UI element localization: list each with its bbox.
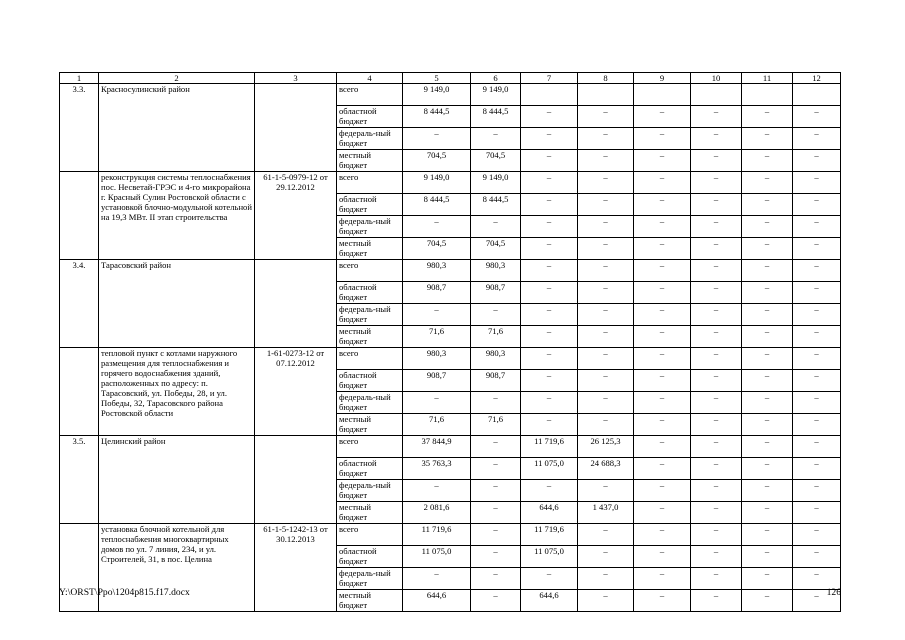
amount-cell: – — [471, 590, 521, 612]
amount-cell: – — [403, 568, 471, 590]
amount-cell — [521, 84, 578, 106]
amount-cell: – — [578, 304, 634, 326]
amount-cell: 71,6 — [471, 414, 521, 436]
amount-cell: 11 719,6 — [403, 524, 471, 546]
amount-cell: – — [471, 436, 521, 458]
funding-source: областной бюджет — [337, 282, 403, 304]
amount-cell: – — [578, 370, 634, 392]
amount-cell: – — [521, 392, 578, 414]
amount-cell: 980,3 — [403, 260, 471, 282]
document-number — [255, 260, 337, 348]
amount-cell: – — [578, 524, 634, 546]
funding-source: местный бюджет — [337, 590, 403, 612]
amount-cell: – — [793, 392, 841, 414]
amount-cell: – — [521, 260, 578, 282]
amount-cell: – — [578, 392, 634, 414]
amount-cell: – — [793, 480, 841, 502]
amount-cell: – — [742, 414, 793, 436]
amount-cell: – — [634, 370, 691, 392]
amount-cell: – — [793, 524, 841, 546]
funding-source: местный бюджет — [337, 414, 403, 436]
amount-cell: – — [578, 414, 634, 436]
amount-cell: – — [634, 304, 691, 326]
amount-cell: – — [691, 480, 742, 502]
amount-cell: 644,6 — [521, 590, 578, 612]
amount-cell: – — [691, 370, 742, 392]
document-number: 61-1-5-1242-13 от 30.12.2013 — [255, 524, 337, 612]
amount-cell: 908,7 — [403, 282, 471, 304]
amount-cell: – — [742, 216, 793, 238]
amount-cell: – — [634, 172, 691, 194]
amount-cell: – — [471, 480, 521, 502]
amount-cell: 8 444,5 — [403, 106, 471, 128]
amount-cell: 980,3 — [403, 348, 471, 370]
funding-source: всего — [337, 260, 403, 282]
column-number: 6 — [471, 73, 521, 84]
amount-cell: – — [742, 150, 793, 172]
amount-cell: – — [471, 546, 521, 568]
object-name: установка блочной котельной для теплоснабжения многоквартирных домов по ул. 7 линия, 234, и ул. Строителей, 31, в пос. Целина — [99, 524, 255, 612]
table-row — [60, 172, 841, 194]
amount-cell: – — [691, 106, 742, 128]
amount-cell: – — [742, 480, 793, 502]
amount-cell: – — [471, 128, 521, 150]
funding-source: всего — [337, 524, 403, 546]
amount-cell: – — [742, 282, 793, 304]
amount-cell: – — [578, 106, 634, 128]
amount-cell: 2 081,6 — [403, 502, 471, 524]
funding-source: местный бюджет — [337, 326, 403, 348]
amount-cell: – — [691, 502, 742, 524]
document-number: 61-1-5-0979-12 от 29.12.2012 — [255, 172, 337, 260]
amount-cell: – — [634, 194, 691, 216]
amount-cell: 704,5 — [471, 238, 521, 260]
file-path: Y:\ORST\Ppo\1204p815.f17.docx — [59, 587, 190, 598]
amount-cell: – — [793, 238, 841, 260]
amount-cell: – — [521, 326, 578, 348]
amount-cell: – — [578, 172, 634, 194]
amount-cell: – — [793, 194, 841, 216]
amount-cell: – — [634, 392, 691, 414]
object-name: реконструкция системы теплоснабжения пос. Несветай-ГРЭС и 4-го микрорайона г. Красный Сулин Ростовской области с установкой блочно-модульной котельной на 19,3 МВт. II этап строительства — [99, 172, 255, 260]
amount-cell: – — [403, 480, 471, 502]
column-number: 2 — [99, 73, 255, 84]
amount-cell: – — [521, 238, 578, 260]
amount-cell: – — [403, 128, 471, 150]
amount-cell: – — [578, 326, 634, 348]
amount-cell: – — [634, 590, 691, 612]
document-number: 1-61-0273-12 от 07.12.2012 — [255, 348, 337, 436]
amount-cell — [793, 84, 841, 106]
amount-cell: – — [634, 436, 691, 458]
amount-cell — [578, 84, 634, 106]
column-number: 9 — [634, 73, 691, 84]
amount-cell: – — [742, 370, 793, 392]
amount-cell: 26 125,3 — [578, 436, 634, 458]
amount-cell: – — [471, 216, 521, 238]
amount-cell: 908,7 — [403, 370, 471, 392]
funding-source: федераль-ный бюджет — [337, 480, 403, 502]
item-number: 3.4. — [60, 260, 99, 348]
amount-cell: – — [793, 546, 841, 568]
funding-source: всего — [337, 84, 403, 106]
funding-source: всего — [337, 348, 403, 370]
amount-cell: 9 149,0 — [403, 172, 471, 194]
amount-cell: 704,5 — [471, 150, 521, 172]
amount-cell: – — [793, 348, 841, 370]
amount-cell: – — [742, 392, 793, 414]
amount-cell: – — [521, 150, 578, 172]
amount-cell: – — [634, 150, 691, 172]
funding-source: всего — [337, 436, 403, 458]
funding-source: федераль-ный бюджет — [337, 392, 403, 414]
amount-cell: – — [793, 282, 841, 304]
funding-source: федераль-ный бюджет — [337, 304, 403, 326]
column-number: 8 — [578, 73, 634, 84]
amount-cell: – — [403, 216, 471, 238]
amount-cell: 9 149,0 — [471, 84, 521, 106]
amount-cell: – — [634, 260, 691, 282]
amount-cell: – — [578, 260, 634, 282]
budget-table — [59, 72, 841, 612]
amount-cell: 37 844,9 — [403, 436, 471, 458]
funding-source: местный бюджет — [337, 238, 403, 260]
amount-cell: – — [691, 568, 742, 590]
amount-cell: – — [403, 392, 471, 414]
amount-cell: – — [742, 128, 793, 150]
amount-cell: 8 444,5 — [471, 194, 521, 216]
amount-cell: – — [742, 238, 793, 260]
amount-cell: – — [793, 414, 841, 436]
amount-cell: 71,6 — [403, 414, 471, 436]
amount-cell: 908,7 — [471, 282, 521, 304]
table-row — [60, 260, 841, 282]
object-name: тепловой пункт с котлами наружного размещения для теплоснабжения и горячего водоснабжения зданий, расположенных по адресу: п. Тарасовский, ул. Победы, 28, и ул. Победы, 32, Тарасовского района Ростовской области — [99, 348, 255, 436]
object-name: Целинский район — [99, 436, 255, 524]
amount-cell: – — [521, 194, 578, 216]
amount-cell: – — [578, 590, 634, 612]
amount-cell: – — [634, 348, 691, 370]
column-number: 7 — [521, 73, 578, 84]
column-number: 10 — [691, 73, 742, 84]
amount-cell: – — [634, 326, 691, 348]
amount-cell: – — [742, 304, 793, 326]
amount-cell: – — [521, 568, 578, 590]
amount-cell: – — [471, 524, 521, 546]
amount-cell: – — [634, 502, 691, 524]
amount-cell: – — [578, 150, 634, 172]
amount-cell: – — [742, 524, 793, 546]
amount-cell: – — [521, 370, 578, 392]
amount-cell: – — [793, 216, 841, 238]
amount-cell: – — [578, 238, 634, 260]
object-name: Красносулинский район — [99, 84, 255, 172]
amount-cell: – — [634, 458, 691, 480]
amount-cell: – — [793, 106, 841, 128]
amount-cell: – — [578, 568, 634, 590]
amount-cell: 11 075,0 — [521, 546, 578, 568]
amount-cell: – — [742, 348, 793, 370]
funding-source: федераль-ный бюджет — [337, 568, 403, 590]
amount-cell: – — [471, 458, 521, 480]
amount-cell: – — [793, 590, 841, 612]
amount-cell: – — [691, 436, 742, 458]
amount-cell: 980,3 — [471, 348, 521, 370]
amount-cell: 24 688,3 — [578, 458, 634, 480]
amount-cell: – — [634, 106, 691, 128]
amount-cell: 704,5 — [403, 150, 471, 172]
amount-cell: – — [691, 590, 742, 612]
amount-cell: 8 444,5 — [403, 194, 471, 216]
amount-cell: – — [691, 348, 742, 370]
column-number: 4 — [337, 73, 403, 84]
column-number-row — [60, 73, 841, 84]
amount-cell: – — [742, 260, 793, 282]
table-row — [60, 348, 841, 370]
amount-cell: – — [742, 106, 793, 128]
amount-cell: – — [691, 326, 742, 348]
amount-cell: – — [793, 458, 841, 480]
amount-cell: – — [793, 150, 841, 172]
amount-cell: 71,6 — [403, 326, 471, 348]
funding-source: местный бюджет — [337, 150, 403, 172]
amount-cell: – — [471, 392, 521, 414]
funding-source: областной бюджет — [337, 194, 403, 216]
funding-source: областной бюджет — [337, 546, 403, 568]
amount-cell: – — [578, 216, 634, 238]
amount-cell: – — [691, 458, 742, 480]
table-row — [60, 436, 841, 458]
funding-source: областной бюджет — [337, 458, 403, 480]
item-number: 3.3. — [60, 84, 99, 172]
amount-cell — [742, 84, 793, 106]
amount-cell: – — [634, 568, 691, 590]
amount-cell: – — [742, 590, 793, 612]
amount-cell: 704,5 — [403, 238, 471, 260]
amount-cell: 11 075,0 — [521, 458, 578, 480]
amount-cell: – — [793, 260, 841, 282]
amount-cell: – — [691, 128, 742, 150]
amount-cell: – — [691, 282, 742, 304]
amount-cell: – — [793, 326, 841, 348]
document-number — [255, 436, 337, 524]
amount-cell — [634, 84, 691, 106]
amount-cell: – — [578, 128, 634, 150]
amount-cell: – — [578, 282, 634, 304]
amount-cell: 11 075,0 — [403, 546, 471, 568]
amount-cell: – — [691, 392, 742, 414]
amount-cell: – — [578, 194, 634, 216]
amount-cell: – — [691, 194, 742, 216]
item-number: 3.5. — [60, 436, 99, 524]
amount-cell: – — [634, 238, 691, 260]
amount-cell: – — [634, 414, 691, 436]
amount-cell: – — [471, 502, 521, 524]
amount-cell: 644,6 — [521, 502, 578, 524]
column-number: 3 — [255, 73, 337, 84]
object-name: Тарасовский район — [99, 260, 255, 348]
amount-cell: – — [742, 568, 793, 590]
amount-cell — [691, 84, 742, 106]
funding-source: областной бюджет — [337, 370, 403, 392]
amount-cell: – — [521, 480, 578, 502]
amount-cell: – — [521, 282, 578, 304]
funding-source: областной бюджет — [337, 106, 403, 128]
amount-cell: – — [403, 304, 471, 326]
item-number — [60, 524, 99, 612]
amount-cell: – — [691, 304, 742, 326]
amount-cell: 8 444,5 — [471, 106, 521, 128]
item-number — [60, 348, 99, 436]
amount-cell: – — [578, 480, 634, 502]
column-number: 11 — [742, 73, 793, 84]
amount-cell: – — [634, 546, 691, 568]
funding-source: федераль-ный бюджет — [337, 216, 403, 238]
amount-cell: – — [634, 216, 691, 238]
amount-cell: – — [578, 348, 634, 370]
amount-cell: – — [742, 326, 793, 348]
amount-cell: – — [793, 370, 841, 392]
amount-cell: 9 149,0 — [403, 84, 471, 106]
amount-cell: – — [634, 480, 691, 502]
amount-cell: – — [742, 502, 793, 524]
document-number — [255, 84, 337, 172]
amount-cell: – — [691, 238, 742, 260]
amount-cell: – — [691, 524, 742, 546]
table-body — [60, 84, 841, 612]
amount-cell: 644,6 — [403, 590, 471, 612]
amount-cell: – — [521, 304, 578, 326]
amount-cell: – — [521, 106, 578, 128]
amount-cell: – — [471, 568, 521, 590]
amount-cell: – — [742, 172, 793, 194]
amount-cell: – — [691, 546, 742, 568]
column-number: 12 — [793, 73, 841, 84]
amount-cell: – — [793, 436, 841, 458]
amount-cell: – — [793, 568, 841, 590]
amount-cell: 71,6 — [471, 326, 521, 348]
amount-cell: – — [634, 524, 691, 546]
amount-cell: – — [521, 216, 578, 238]
amount-cell: – — [634, 128, 691, 150]
table-row — [60, 524, 841, 546]
amount-cell: – — [634, 282, 691, 304]
amount-cell: – — [521, 128, 578, 150]
amount-cell: 11 719,6 — [521, 436, 578, 458]
amount-cell: – — [793, 304, 841, 326]
amount-cell: – — [742, 194, 793, 216]
amount-cell: – — [793, 172, 841, 194]
amount-cell: – — [742, 546, 793, 568]
amount-cell: – — [471, 304, 521, 326]
amount-cell: – — [793, 502, 841, 524]
amount-cell: 980,3 — [471, 260, 521, 282]
amount-cell: 11 719,6 — [521, 524, 578, 546]
amount-cell: 35 763,3 — [403, 458, 471, 480]
amount-cell: – — [742, 436, 793, 458]
amount-cell: – — [521, 414, 578, 436]
amount-cell: – — [793, 128, 841, 150]
page-number: 126 — [826, 587, 841, 598]
amount-cell: 1 437,0 — [578, 502, 634, 524]
column-number: 1 — [60, 73, 99, 84]
funding-source: федераль-ный бюджет — [337, 128, 403, 150]
funding-source: всего — [337, 172, 403, 194]
funding-source: местный бюджет — [337, 502, 403, 524]
amount-cell: – — [521, 172, 578, 194]
amount-cell: – — [578, 546, 634, 568]
amount-cell: – — [691, 414, 742, 436]
amount-cell: – — [742, 458, 793, 480]
item-number — [60, 172, 99, 260]
amount-cell: 9 149,0 — [471, 172, 521, 194]
column-number: 5 — [403, 73, 471, 84]
amount-cell: – — [691, 150, 742, 172]
amount-cell: – — [691, 172, 742, 194]
table-row — [60, 84, 841, 106]
amount-cell: – — [691, 216, 742, 238]
amount-cell: 908,7 — [471, 370, 521, 392]
amount-cell: – — [521, 348, 578, 370]
amount-cell: – — [691, 260, 742, 282]
